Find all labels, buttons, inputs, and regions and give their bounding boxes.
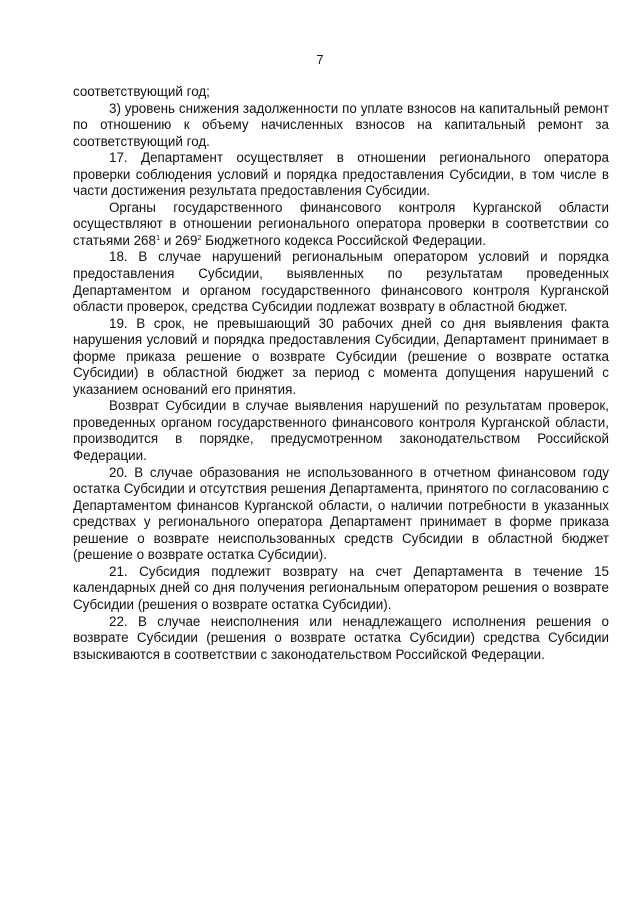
paragraph-18: 18. В случае нарушений региональным оператором условий и порядка предоставления Субсидии, выявленных по результатам проведенных Департаментом и органом государственного финансового контроля Курганской области проверок, средства Субсидии подлежат возврату в областной бюджет. [73, 249, 609, 315]
paragraph-21: 21. Субсидия подлежит возврату на счет Департамента в течение 15 календарных дней со дня получения региональным оператором решения о возврате Субсидии (решения о возврате остатка Субсидии). [73, 563, 609, 612]
paragraph-17: 17. Департамент осуществляет в отношении регионального оператора проверки соблюдения условий и порядка предоставления Субсидии, в том числе в части достижения результата предоставления Субсидии. [73, 150, 609, 199]
paragraph-financial-control-text: Органы государственного финансового контроля Курганской области осуществляют в отношении регионального оператора проверки в соответствии со статьями 268 [73, 199, 609, 248]
superscript-1: 1 [155, 232, 161, 242]
page-number: 7 [316, 52, 324, 67]
superscript-2: 2 [197, 232, 202, 242]
document-body [73, 84, 609, 663]
paragraph-financial-control-middle: и 269 [160, 232, 198, 248]
paragraph-refund-procedure: Возврат Субсидии в случае выявления нарушений по результатам проверок, проведенных органом государственного финансового контроля Курганской области, производится в порядке, предусмотренном законодательством Российской Федерации. [73, 398, 609, 464]
paragraph-item-3: 3) уровень снижения задолженности по уплате взносов на капитальный ремонт по отношению к объему начисленных взносов на капитальный ремонт за соответствующий год. [73, 100, 609, 149]
paragraph-financial-control-end: Бюджетного кодекса Российской Федерации. [201, 232, 486, 248]
paragraph-financial-control [73, 200, 609, 250]
paragraph-19: 19. В срок, не превышающий 30 рабочих дней со дня выявления факта нарушения условий и порядка предоставления Субсидии, Департамент принимает в форме приказа решение о возврате Субсидии (решение о возврате остатка Субсидии) в областной бюджет за период с момента допущения нарушений с указанием оснований его принятия. [73, 315, 609, 397]
paragraph-20: 20. В случае образования не использованного в отчетном финансовом году остатка Субсидии и отсутствия решения Департамента, принятого по согласованию с Департаментом финансов Курганской области, о наличии потребности в указанных средствах у регионального оператора Департамент принимает в форме приказа решение о возврате неиспользованных средств Субсидии в областной бюджет (решение о возврате остатка Субсидии). [73, 464, 609, 563]
paragraph-22: 22. В случае неисполнения или ненадлежащего исполнения решения о возврате Субсидии (решения о возврате остатка Субсидии) средства Субсидии взыскиваются в соответствии с законодательством Российской Федерации. [73, 613, 609, 662]
paragraph-continuation: соответствующий год; [73, 84, 210, 99]
